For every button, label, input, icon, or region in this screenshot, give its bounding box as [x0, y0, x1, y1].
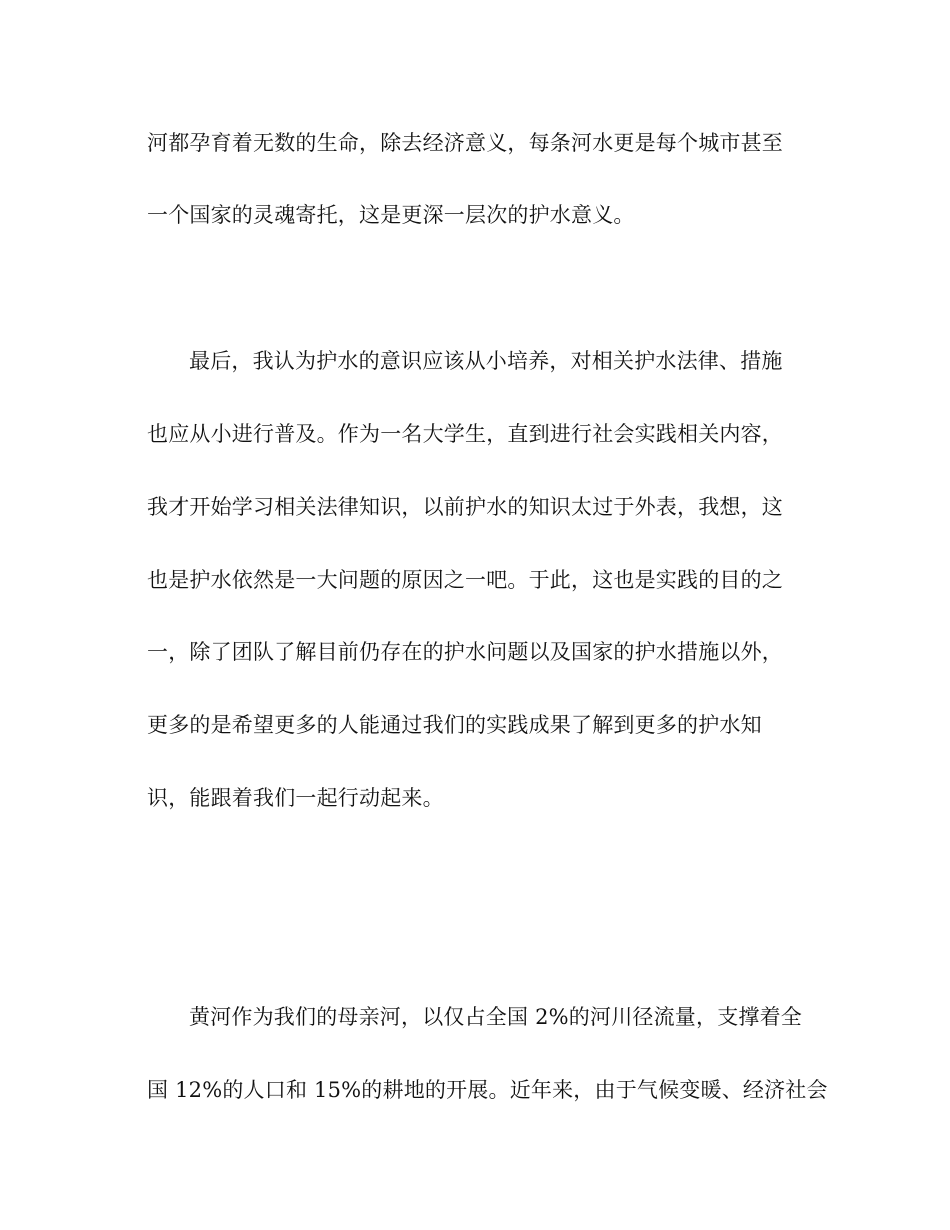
paragraph-1-line-2: 一个国家的灵魂寄托，这是更深一层次的护水意义。	[147, 203, 635, 227]
paragraph-2-line-1: 最后，我认为护水的意识应该从小培养，对相关护水法律、措施	[189, 349, 783, 373]
paragraph-2-line-6: 更多的是希望更多的人能通过我们的实践成果了解到更多的护水知	[147, 713, 762, 737]
paragraph-2-line-3: 我才开始学习相关法律知识，以前护水的知识太过于外表，我想，这	[147, 495, 783, 519]
paragraph-3-line-1: 黄河作为我们的母亲河，以仅占全国 2%的河川径流量，支撑着全	[189, 1005, 802, 1029]
paragraph-2-line-5: 一，除了团队了解目前仍存在的护水问题以及国家的护水措施以外，	[147, 640, 783, 664]
paragraph-2-line-4: 也是护水依然是一大问题的原因之一吧。于此，这也是实践的目的之	[147, 568, 783, 592]
paragraph-2-line-7: 识，能跟着我们一起行动起来。	[147, 786, 444, 810]
paragraph-2-line-2: 也应从小进行普及。作为一名大学生，直到进行社会实践相关内容，	[147, 422, 783, 446]
paragraph-3-line-2: 国 12%的人口和 15%的耕地的开展。近年来，由于气候变暖、经济社会	[147, 1078, 828, 1102]
paragraph-1-line-1: 河都孕育着无数的生命，除去经济意义，每条河水更是每个城市甚至	[147, 131, 783, 155]
